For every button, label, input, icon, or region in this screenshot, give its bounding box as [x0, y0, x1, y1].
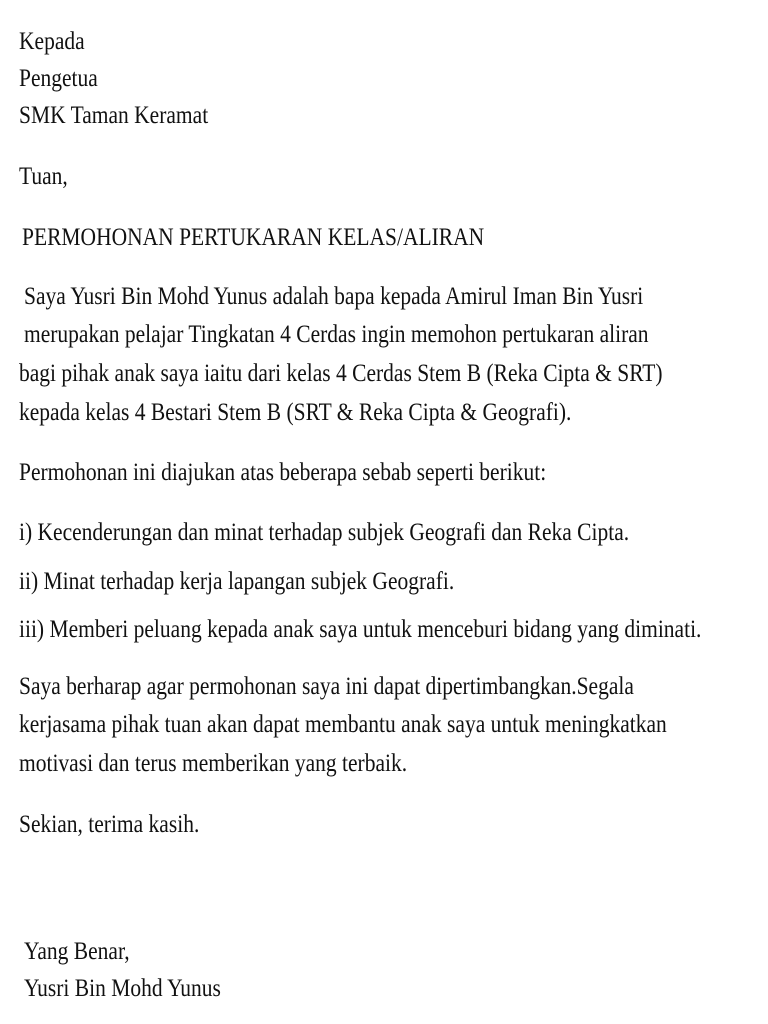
recipient-line-3: SMK Taman Keramat [19, 102, 209, 129]
reasons-intro: Permohonan ini diajukan atas beberapa sebab seperti berikut: [19, 459, 547, 486]
signoff-name: Yusri Bin Mohd Yunus [24, 975, 221, 1002]
subject-heading: PERMOHONAN PERTUKARAN KELAS/ALIRAN [22, 224, 485, 251]
reason-item-2: ii) Minat terhadap kerja lapangan subjek Geografi. [19, 568, 455, 595]
recipient-line-1: Kepada [19, 28, 85, 55]
closing-line-1: Saya berharap agar permohonan saya ini dapat dipertimbangkan.Segala [19, 673, 634, 700]
recipient-line-2: Pengetua [19, 65, 98, 92]
reason-item-3: iii) Memberi peluang kepada anak saya untuk menceburi bidang yang diminati. [19, 616, 702, 643]
closing-line-2: kerjasama pihak tuan akan dapat membantu anak saya untuk meningkatkan [19, 711, 667, 738]
intro-line-4: kepada kelas 4 Bestari Stem B (SRT & Reka Cipta & Geografi). [19, 399, 572, 426]
intro-line-2: merupakan pelajar Tingkatan 4 Cerdas ingin memohon pertukaran aliran [24, 321, 649, 348]
salutation: Tuan, [19, 163, 68, 190]
closing-line-3: motivasi dan terus memberikan yang terbaik. [19, 750, 408, 777]
thanks-line: Sekian, terima kasih. [19, 811, 200, 838]
signoff-line-1: Yang Benar, [24, 938, 130, 965]
reason-item-1: i) Kecenderungan dan minat terhadap subjek Geografi dan Reka Cipta. [19, 519, 630, 546]
intro-line-1: Saya Yusri Bin Mohd Yunus adalah bapa kepada Amirul Iman Bin Yusri [24, 283, 644, 310]
intro-line-3: bagi pihak anak saya iaitu dari kelas 4 Cerdas Stem B (Reka Cipta & SRT) [19, 360, 663, 387]
